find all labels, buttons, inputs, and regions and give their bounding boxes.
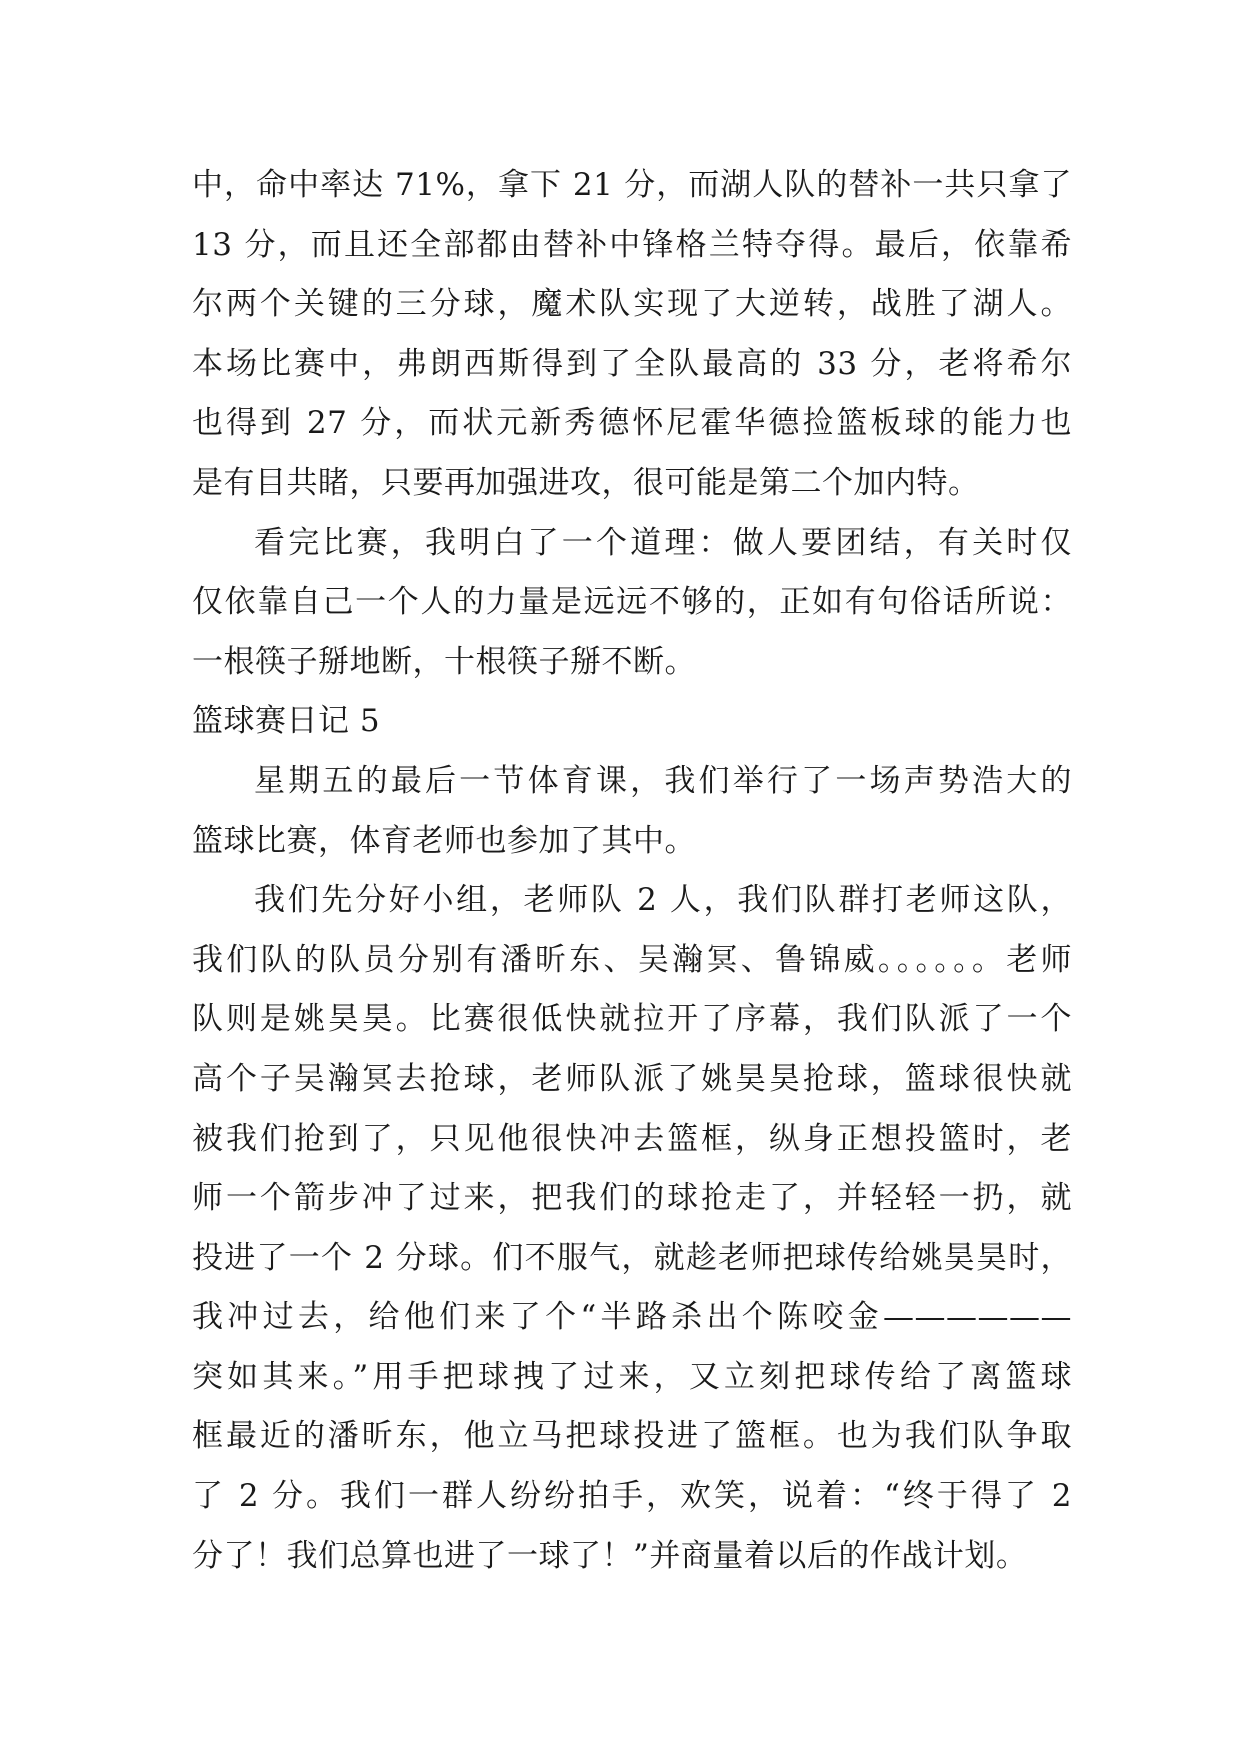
text-line: 框最近的潘昕东，他立马把球投进了篮框。也为我们队争取 <box>192 1418 1072 1455</box>
text-line: 我们队的队员分别有潘昕东、吴瀚冥、鲁锦威。。。。。。老师 <box>192 941 1072 978</box>
text-line: 高个子吴瀚冥去抢球，老师队派了姚昊昊抢球，篮球很快就 <box>192 1060 1072 1097</box>
text-line: 队则是姚昊昊。比赛很低快就拉开了序幕，我们队派了一个 <box>192 1001 1072 1038</box>
paragraph <box>192 752 1072 871</box>
text-line: 被我们抢到了，只见他很快冲去篮框，纵身正想投篮时，老 <box>192 1120 1072 1157</box>
text-line: 了 2 分。我们一群人纷纷拍手，欢笑，说着：“终于得了 2 <box>192 1478 1072 1515</box>
text-line: 看完比赛，我明白了一个道理：做人要团结，有关时仅 <box>254 524 1072 561</box>
heading-text: 篮球赛日记 5 <box>192 703 381 740</box>
paragraph <box>192 871 1072 1586</box>
text-line: 师一个箭步冲了过来，把我们的球抢走了，并轻轻一扔，就 <box>192 1180 1072 1217</box>
text-line: 本场比赛中，弗朗西斯得到了全队最高的 33 分，老将希尔 <box>192 345 1072 382</box>
text-line: 我冲过去，给他们来了个“半路杀出个陈咬金—————— <box>192 1299 1072 1336</box>
section-heading <box>192 692 1072 752</box>
text-line: 分了！我们总算也进了一球了！”并商量着以后的作战计划。 <box>192 1537 1028 1574</box>
document-body <box>192 156 1072 1586</box>
text-line: 一根筷子掰地断，十根筷子掰不断。 <box>192 643 696 680</box>
text-line: 13 分，而且还全部都由替补中锋格兰特夺得。最后，依靠希 <box>192 226 1072 263</box>
paragraph <box>192 156 1072 514</box>
text-line: 投进了一个 2 分球。们不服气，就趁老师把球传给姚昊昊时， <box>192 1239 1072 1276</box>
text-line: 中，命中率达 71%，拿下 21 分，而湖人队的替补一共只拿了 <box>192 167 1072 203</box>
text-line: 是有目共睹，只要再加强进攻，很可能是第二个加内特。 <box>192 464 980 501</box>
text-line: 星期五的最后一节体育课，我们举行了一场声势浩大的 <box>254 762 1072 799</box>
paragraph <box>192 514 1072 693</box>
text-line: 仅依靠自己一个人的力量是远远不够的，正如有句俗话所说： <box>192 584 1072 621</box>
text-line: 尔两个关键的三分球，魔术队实现了大逆转，战胜了湖人。 <box>192 286 1072 323</box>
text-line: 我们先分好小组，老师队 2 人，我们队群打老师这队， <box>254 882 1072 919</box>
text-line: 篮球比赛，体育老师也参加了其中。 <box>192 822 696 859</box>
text-line: 也得到 27 分，而状元新秀德怀尼霍华德捡篮板球的能力也 <box>192 405 1072 442</box>
text-line: 突如其来。”用手把球拽了过来，又立刻把球传给了离篮球 <box>192 1358 1072 1395</box>
